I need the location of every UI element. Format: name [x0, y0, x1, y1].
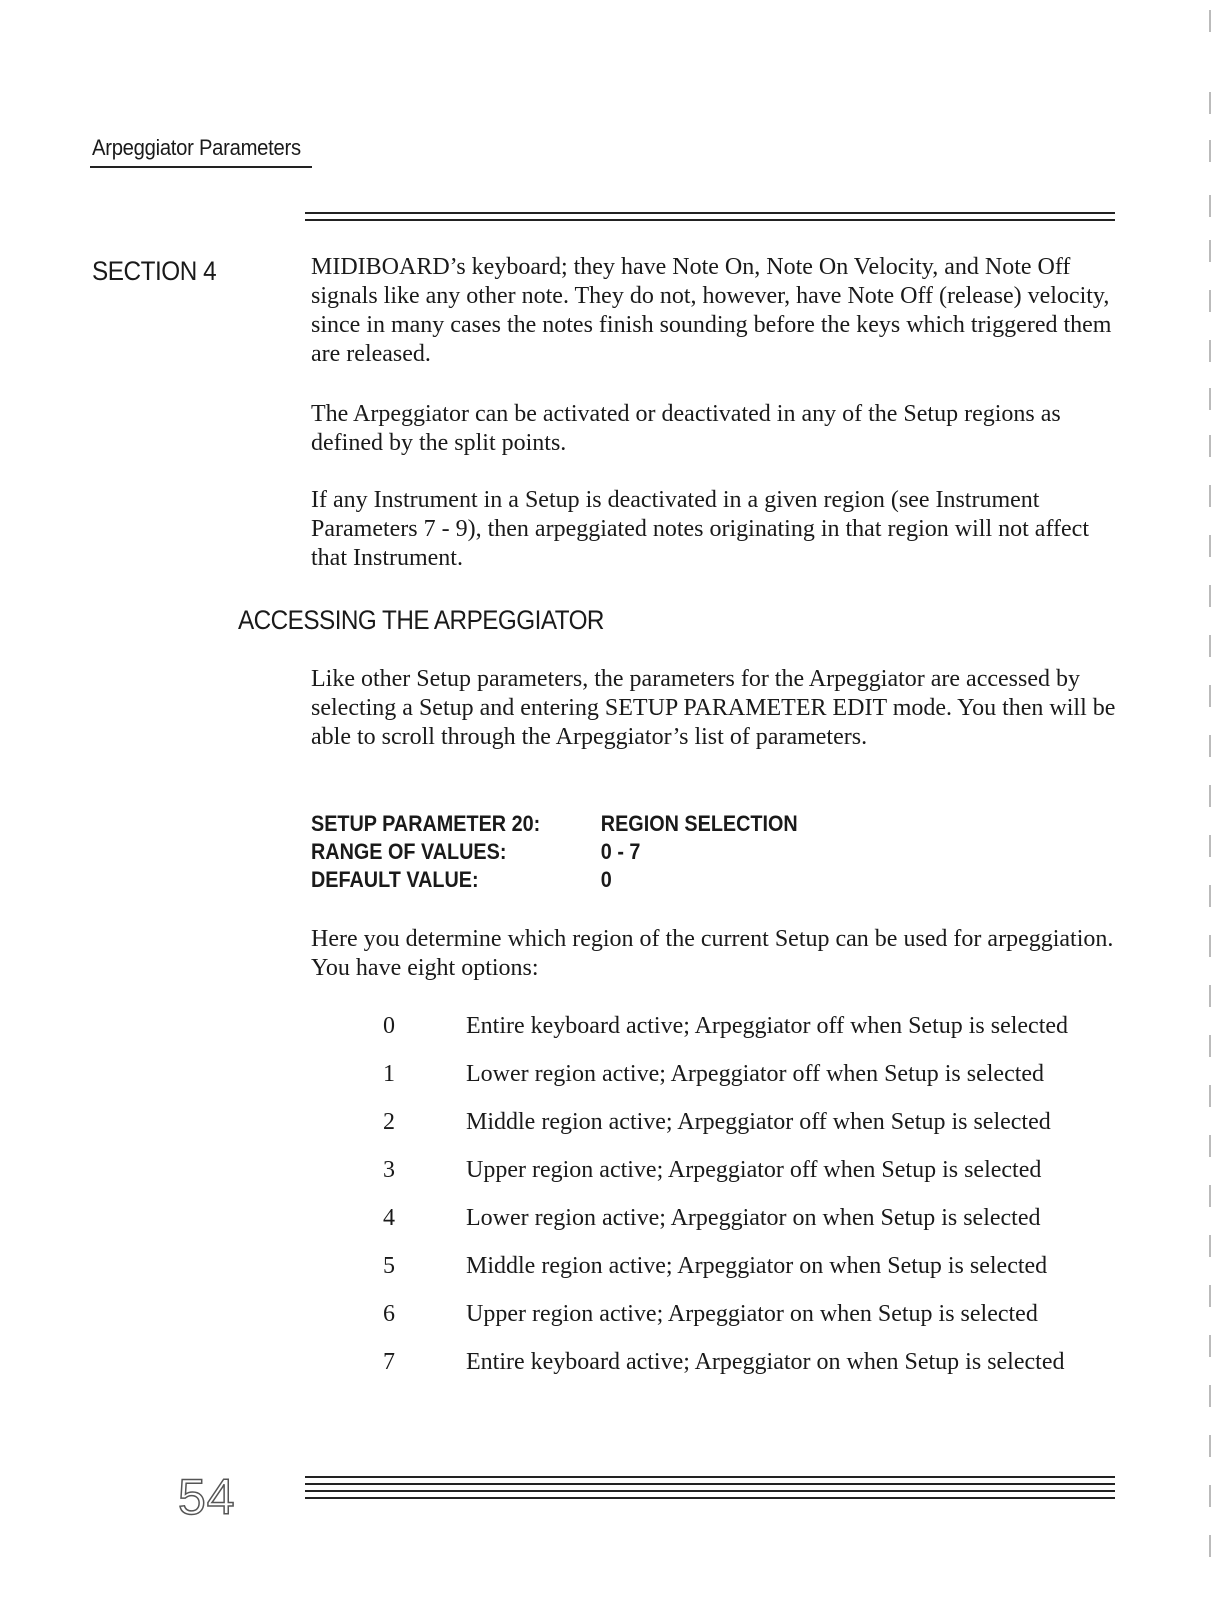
- binding-mark: [1209, 885, 1211, 907]
- options-list: [375, 1012, 1135, 1396]
- paragraph-1: MIDIBOARD’s keyboard; they have Note On, Note On Velocity, and Note Off signals like any other note. They do not, however, have Note Off (release) velocity, since in many cases the notes finish sounding before the keys which triggered them are released.: [311, 254, 1112, 367]
- top-double-rule: [305, 212, 1115, 214]
- binding-mark: [1209, 140, 1211, 162]
- binding-mark: [1209, 1535, 1211, 1557]
- option-text: Entire keyboard active; Arpeggiator on when Setup is selected: [466, 1349, 1065, 1375]
- binding-mark: [1209, 1085, 1211, 1107]
- option-text: Middle region active; Arpeggiator on when Setup is selected: [466, 1253, 1048, 1279]
- binding-mark: [1209, 1285, 1211, 1307]
- parameter-block: [311, 810, 798, 894]
- option-number: 6: [383, 1301, 395, 1327]
- binding-mark: [1209, 10, 1211, 32]
- paragraph-3: If any Instrument in a Setup is deactivated in a given region (see Instrument Parameters 7 - 9), then arpeggiated notes originating in that region will not affect that Instrument.: [311, 487, 1089, 571]
- parameter-key: SETUP PARAMETER 20:: [311, 811, 541, 836]
- binding-mark: [1209, 240, 1211, 262]
- page-number: 54: [178, 1469, 236, 1525]
- binding-marks: [1191, 0, 1231, 1600]
- parameter-key: RANGE OF VALUES:: [311, 839, 507, 864]
- footer-rule-line: [305, 1497, 1115, 1499]
- option-item: [375, 1012, 1135, 1041]
- option-item: [375, 1108, 1135, 1137]
- option-number: 4: [383, 1205, 395, 1231]
- binding-mark: [1209, 1335, 1211, 1357]
- binding-mark: [1209, 785, 1211, 807]
- option-number: 2: [383, 1109, 395, 1135]
- option-number: 1: [383, 1061, 395, 1087]
- binding-mark: [1209, 535, 1211, 557]
- binding-mark: [1209, 1435, 1211, 1457]
- binding-mark: [1209, 735, 1211, 757]
- option-text: Middle region active; Arpeggiator off when Setup is selected: [466, 1109, 1051, 1135]
- binding-mark: [1209, 585, 1211, 607]
- binding-mark: [1209, 290, 1211, 312]
- binding-mark: [1209, 1185, 1211, 1207]
- parameter-value: 0: [600, 867, 612, 892]
- paragraph-2: The Arpeggiator can be activated or deactivated in any of the Setup regions as defined by the split points.: [311, 401, 1061, 456]
- section-label: SECTION 4: [92, 256, 217, 286]
- binding-mark: [1209, 685, 1211, 707]
- binding-mark: [1209, 435, 1211, 457]
- binding-mark: [1209, 92, 1211, 114]
- subheading-accessing-arpeggiator: ACCESSING THE ARPEGGIATOR: [238, 605, 604, 635]
- binding-mark: [1209, 195, 1211, 217]
- binding-mark: [1209, 388, 1211, 410]
- option-number: 0: [383, 1013, 395, 1039]
- parameter-value: 0 - 7: [600, 839, 641, 864]
- option-item: [375, 1300, 1135, 1329]
- binding-mark: [1209, 485, 1211, 507]
- parameter-row: [311, 838, 798, 866]
- header-underline: [90, 166, 312, 168]
- binding-mark: [1209, 835, 1211, 857]
- footer-rules: [305, 1476, 1115, 1504]
- binding-mark: [1209, 935, 1211, 957]
- binding-mark: [1209, 635, 1211, 657]
- option-number: 7: [383, 1349, 395, 1375]
- binding-mark: [1209, 1235, 1211, 1257]
- binding-mark: [1209, 340, 1211, 362]
- parameter-value: REGION SELECTION: [600, 811, 798, 836]
- parameter-row: [311, 866, 798, 894]
- paragraph-4: Like other Setup parameters, the parameters for the Arpeggiator are accessed by selecting a Setup and entering SETUP PARAMETER EDIT mode. You then will be able to scroll through the Arpeggiator’s list of parameters.: [311, 666, 1116, 750]
- binding-mark: [1209, 1485, 1211, 1507]
- option-text: Lower region active; Arpeggiator on when Setup is selected: [466, 1205, 1041, 1231]
- footer-rule-line: [305, 1490, 1115, 1492]
- option-text: Entire keyboard active; Arpeggiator off when Setup is selected: [466, 1013, 1069, 1039]
- running-header: Arpeggiator Parameters: [92, 135, 301, 160]
- binding-mark: [1209, 985, 1211, 1007]
- binding-mark: [1209, 1035, 1211, 1057]
- option-text: Upper region active; Arpeggiator off when Setup is selected: [466, 1157, 1042, 1183]
- option-number: 5: [383, 1253, 395, 1279]
- paragraph-5: Here you determine which region of the current Setup can be used for arpeggiation. You have eight options:: [311, 926, 1114, 981]
- option-item: [375, 1348, 1135, 1377]
- footer-rule-line: [305, 1483, 1115, 1485]
- option-item: [375, 1252, 1135, 1281]
- binding-mark: [1209, 1385, 1211, 1407]
- parameter-row: [311, 810, 798, 838]
- option-item: [375, 1156, 1135, 1185]
- option-number: 3: [383, 1157, 395, 1183]
- footer-rule-line: [305, 1476, 1115, 1478]
- option-item: [375, 1060, 1135, 1089]
- binding-mark: [1209, 1135, 1211, 1157]
- option-text: Upper region active; Arpeggiator on when Setup is selected: [466, 1301, 1038, 1327]
- option-text: Lower region active; Arpeggiator off when Setup is selected: [466, 1061, 1045, 1087]
- parameter-key: DEFAULT VALUE:: [311, 867, 479, 892]
- option-item: [375, 1204, 1135, 1233]
